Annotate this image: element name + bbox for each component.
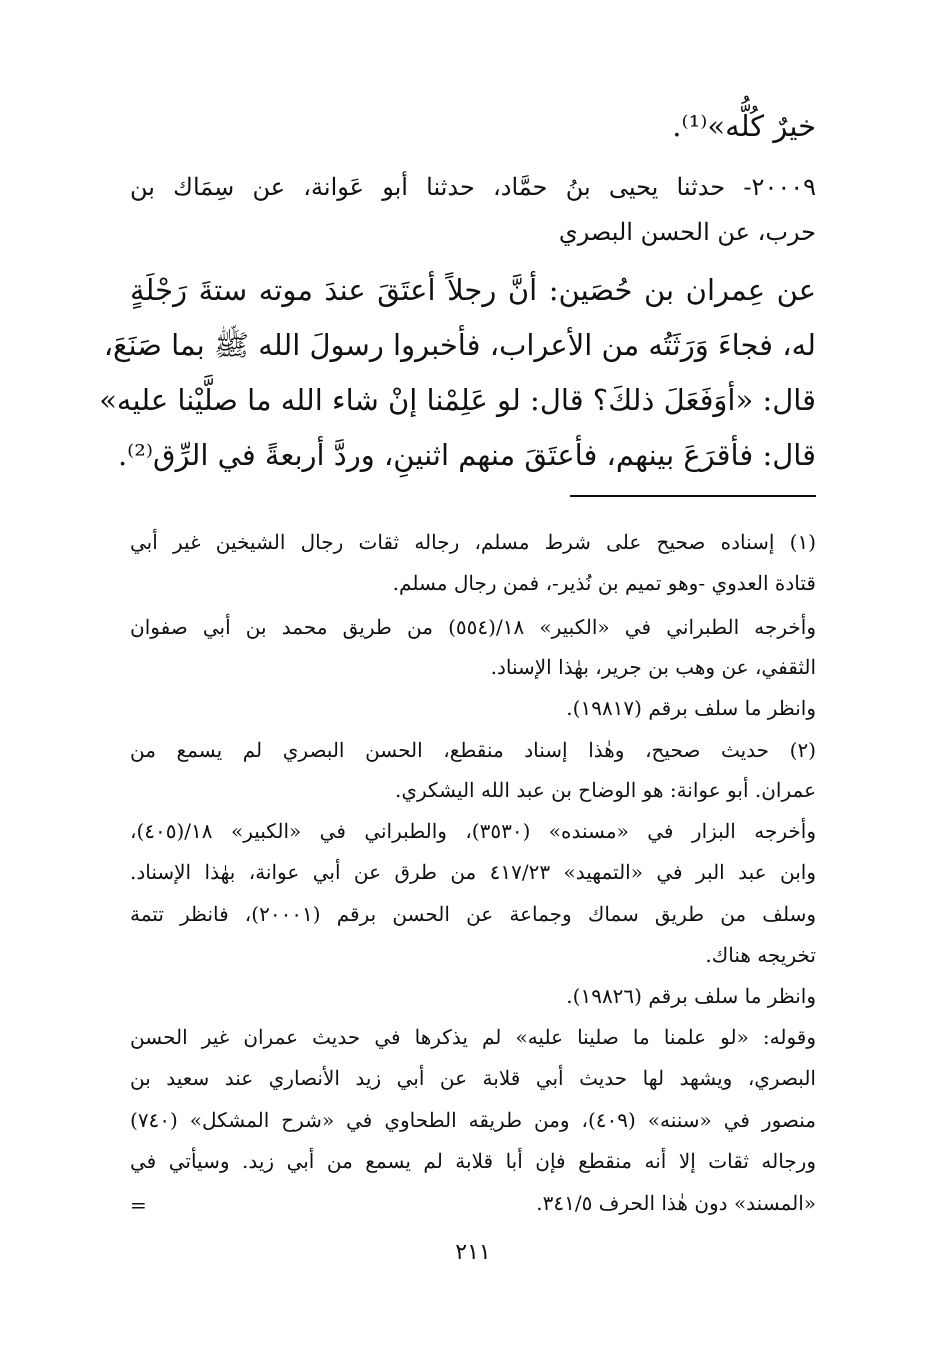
footnote-line: ورجاله ثقات إلا أنه منقطع فإن أبا قلابة لم يسمع من أبي زيد. وسيأتي في [130,1149,816,1173]
continuation-mark: = [130,1193,147,1217]
hadith-isnad-line-2: حرب، عن الحسن البصري [558,218,816,246]
page-number: ٢١١ [455,1240,491,1265]
footnote-line: وقوله: «لو علمنا ما صلينا عليه» لم يذكرها في حديث عمران غير الحسن [130,1025,816,1049]
footnote-line: قتادة العدوي -وهو تميم بن نُذير-، فمن رجال مسلم. [392,571,816,595]
footnote-line: وأخرجه البزار في «مسنده» (٣٥٣٠)، والطبراني في «الكبير» ١٨/(٤٠٥)، [130,819,816,843]
footnote-line: وانظر ما سلف برقم (١٩٨٢٦). [566,984,816,1008]
footnote-line: وانظر ما سلف برقم (١٩٨١٧). [566,696,816,720]
footnote-line: وأخرجه الطبراني في «الكبير» ١٨/(٥٥٤) من طريق محمد بن أبي صفوان [130,615,816,639]
hadith-matn-line-2: له، فجاءَ وَرَثَتُه من الأعراب، فأخبروا رسولَ الله ﷺ بما صَنَعَ، [103,328,816,362]
footnote-line: (٢) حديث صحيح، وهٰذا إسناد منقطع، الحسن البصري لم يسمع من [130,738,816,762]
footnote-line: «المسند» دون هٰذا الحرف ٣٤١/٥. [536,1191,816,1215]
footnote-line: البصري، ويشهد لها حديث أبي قلابة عن أبي زيد الأنصاري عند سعيد بن [130,1066,816,1090]
footnote-line: (١) إسناده صحيح على شرط مسلم، رجاله ثقات رجال الشيخين غير أبي [130,530,816,554]
footnote-line: تخريجه هناك. [705,943,816,967]
hadith-matn-line-1: عن عِمران بن حُصَين: أنَّ رجلاً أعتَقَ عندَ موته ستةَ رَجْلَةٍ [130,273,816,307]
footnote-line: عمران. أبو عوانة: هو الوضاح بن عبد الله اليشكري. [394,778,816,802]
footnote-line: الثقفي، عن وهب بن جرير، بهٰذا الإسناد. [490,655,816,679]
footnote-line: منصور في «سننه» (٤٠٩)، ومن طريقه الطحاوي في «شرح المشكل» (٧٤٠) [130,1108,816,1132]
hadith-matn-line-4: قال: فأقرَعَ بينهم، فأعتَقَ منهم اثنينِ، وردَّ أربعةً في الرِّق⁽²⁾. [117,438,816,472]
footnote-separator [570,495,816,497]
footnote-line: وسلف من طريق سماك وجماعة عن الحسن برقم (٢٠٠٠١)، فانظر تتمة [130,902,817,926]
hadith-isnad-line-1: ٢٠٠٠٩- حدثنا يحيى بنُ حمَّاد، حدثنا أبو عَوانة، عن سِمَاك بن [130,173,816,201]
prev-hadith-ending: خيرٌ كُلُّه»⁽¹⁾. [672,109,816,143]
hadith-matn-line-3: قال: «أوَفَعَلَ ذلكَ؟ قال: لو عَلِمْنا إنْ شاء الله ما صلَّيْنا عليه» [99,383,816,417]
page [99,0,817,1351]
footnote-line: وابن عبد البر في «التمهيد» ٤١٧/٢٣ من طرق عن أبي عوانة، بهٰذا الإسناد. [130,860,816,884]
